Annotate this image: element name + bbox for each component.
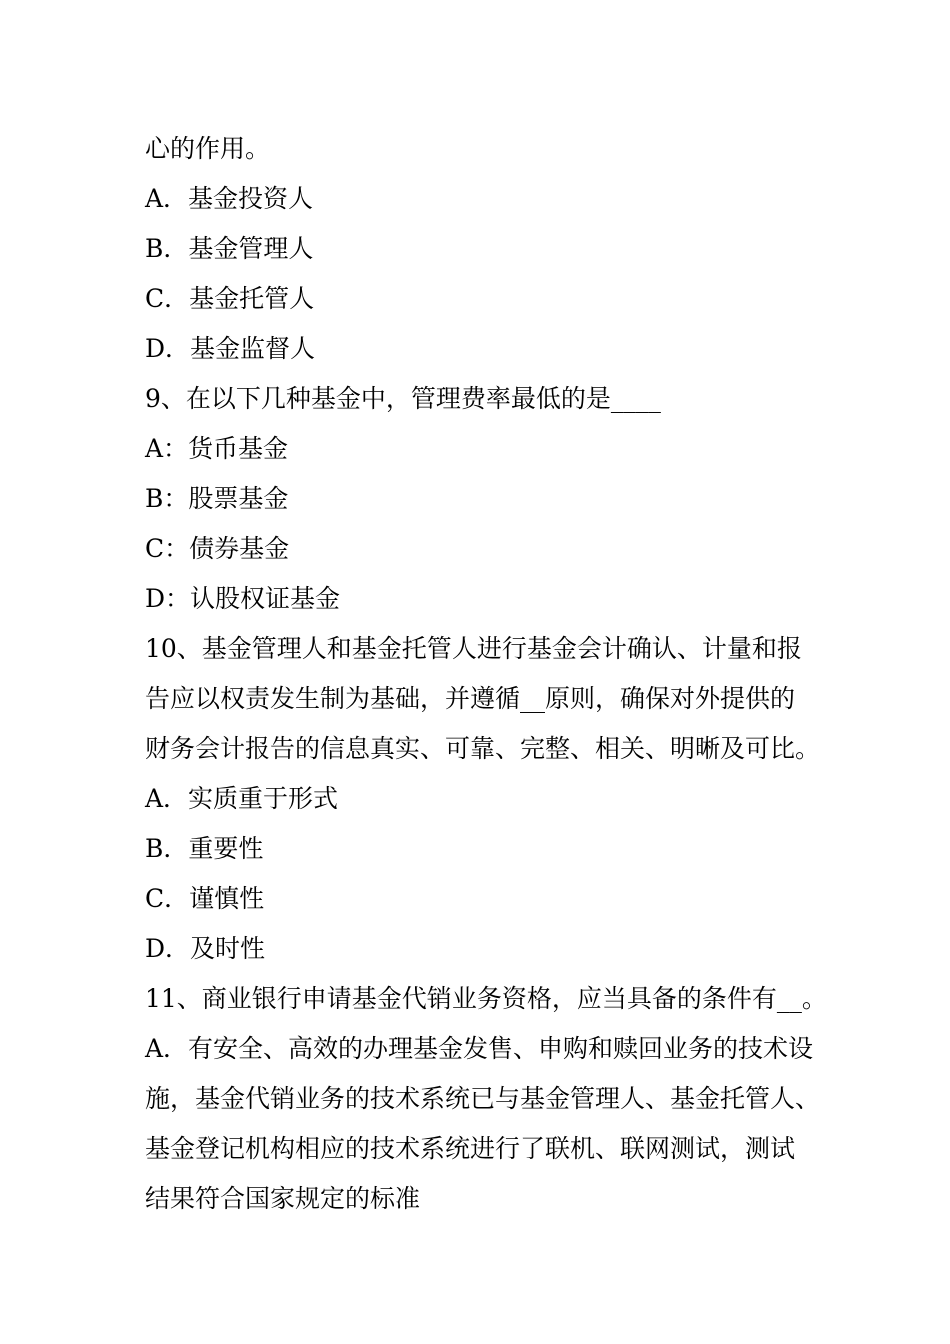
question-10-line-1: 10、基金管理人和基金托管人进行基金会计确认、计量和报 [145,634,802,663]
option-b: B．基金管理人 [145,234,314,263]
question-9: 9、在以下几种基金中，管理费率最低的是____ [145,384,661,413]
option-c: C．基金托管人 [145,284,315,313]
option-a: A．实质重于形式 [145,784,339,813]
option-a-line-3: 基金登记机构相应的技术系统进行了联机、联网测试，测试 [145,1134,796,1163]
option-d: D．基金监督人 [145,334,316,363]
option-c: C．谨慎性 [145,884,265,913]
option-d: D．及时性 [145,934,266,963]
option-b: B：股票基金 [145,484,289,513]
option-a-line-4: 结果符合国家规定的标准 [145,1184,421,1213]
option-a-line-1: A．有安全、高效的办理基金发售、申购和赎回业务的技术设 [145,1034,814,1063]
document-page [145,124,827,1224]
option-a: A．基金投资人 [145,184,314,213]
question-11: 11、商业银行申请基金代销业务资格，应当具备的条件有__。 [145,984,827,1013]
option-a: A：货币基金 [145,434,289,463]
question-10-line-2: 告应以权责发生制为基础，并遵循__原则，确保对外提供的 [145,684,796,713]
option-d: D：认股权证基金 [145,584,341,613]
option-c: C：债券基金 [145,534,290,563]
option-b: B．重要性 [145,834,264,863]
text-line: 心的作用。 [145,134,271,163]
question-10-line-3: 财务会计报告的信息真实、可靠、完整、相关、明晰及可比。 [145,734,821,763]
option-a-line-2: 施，基金代销业务的技术系统已与基金管理人、基金托管人、 [145,1084,821,1113]
